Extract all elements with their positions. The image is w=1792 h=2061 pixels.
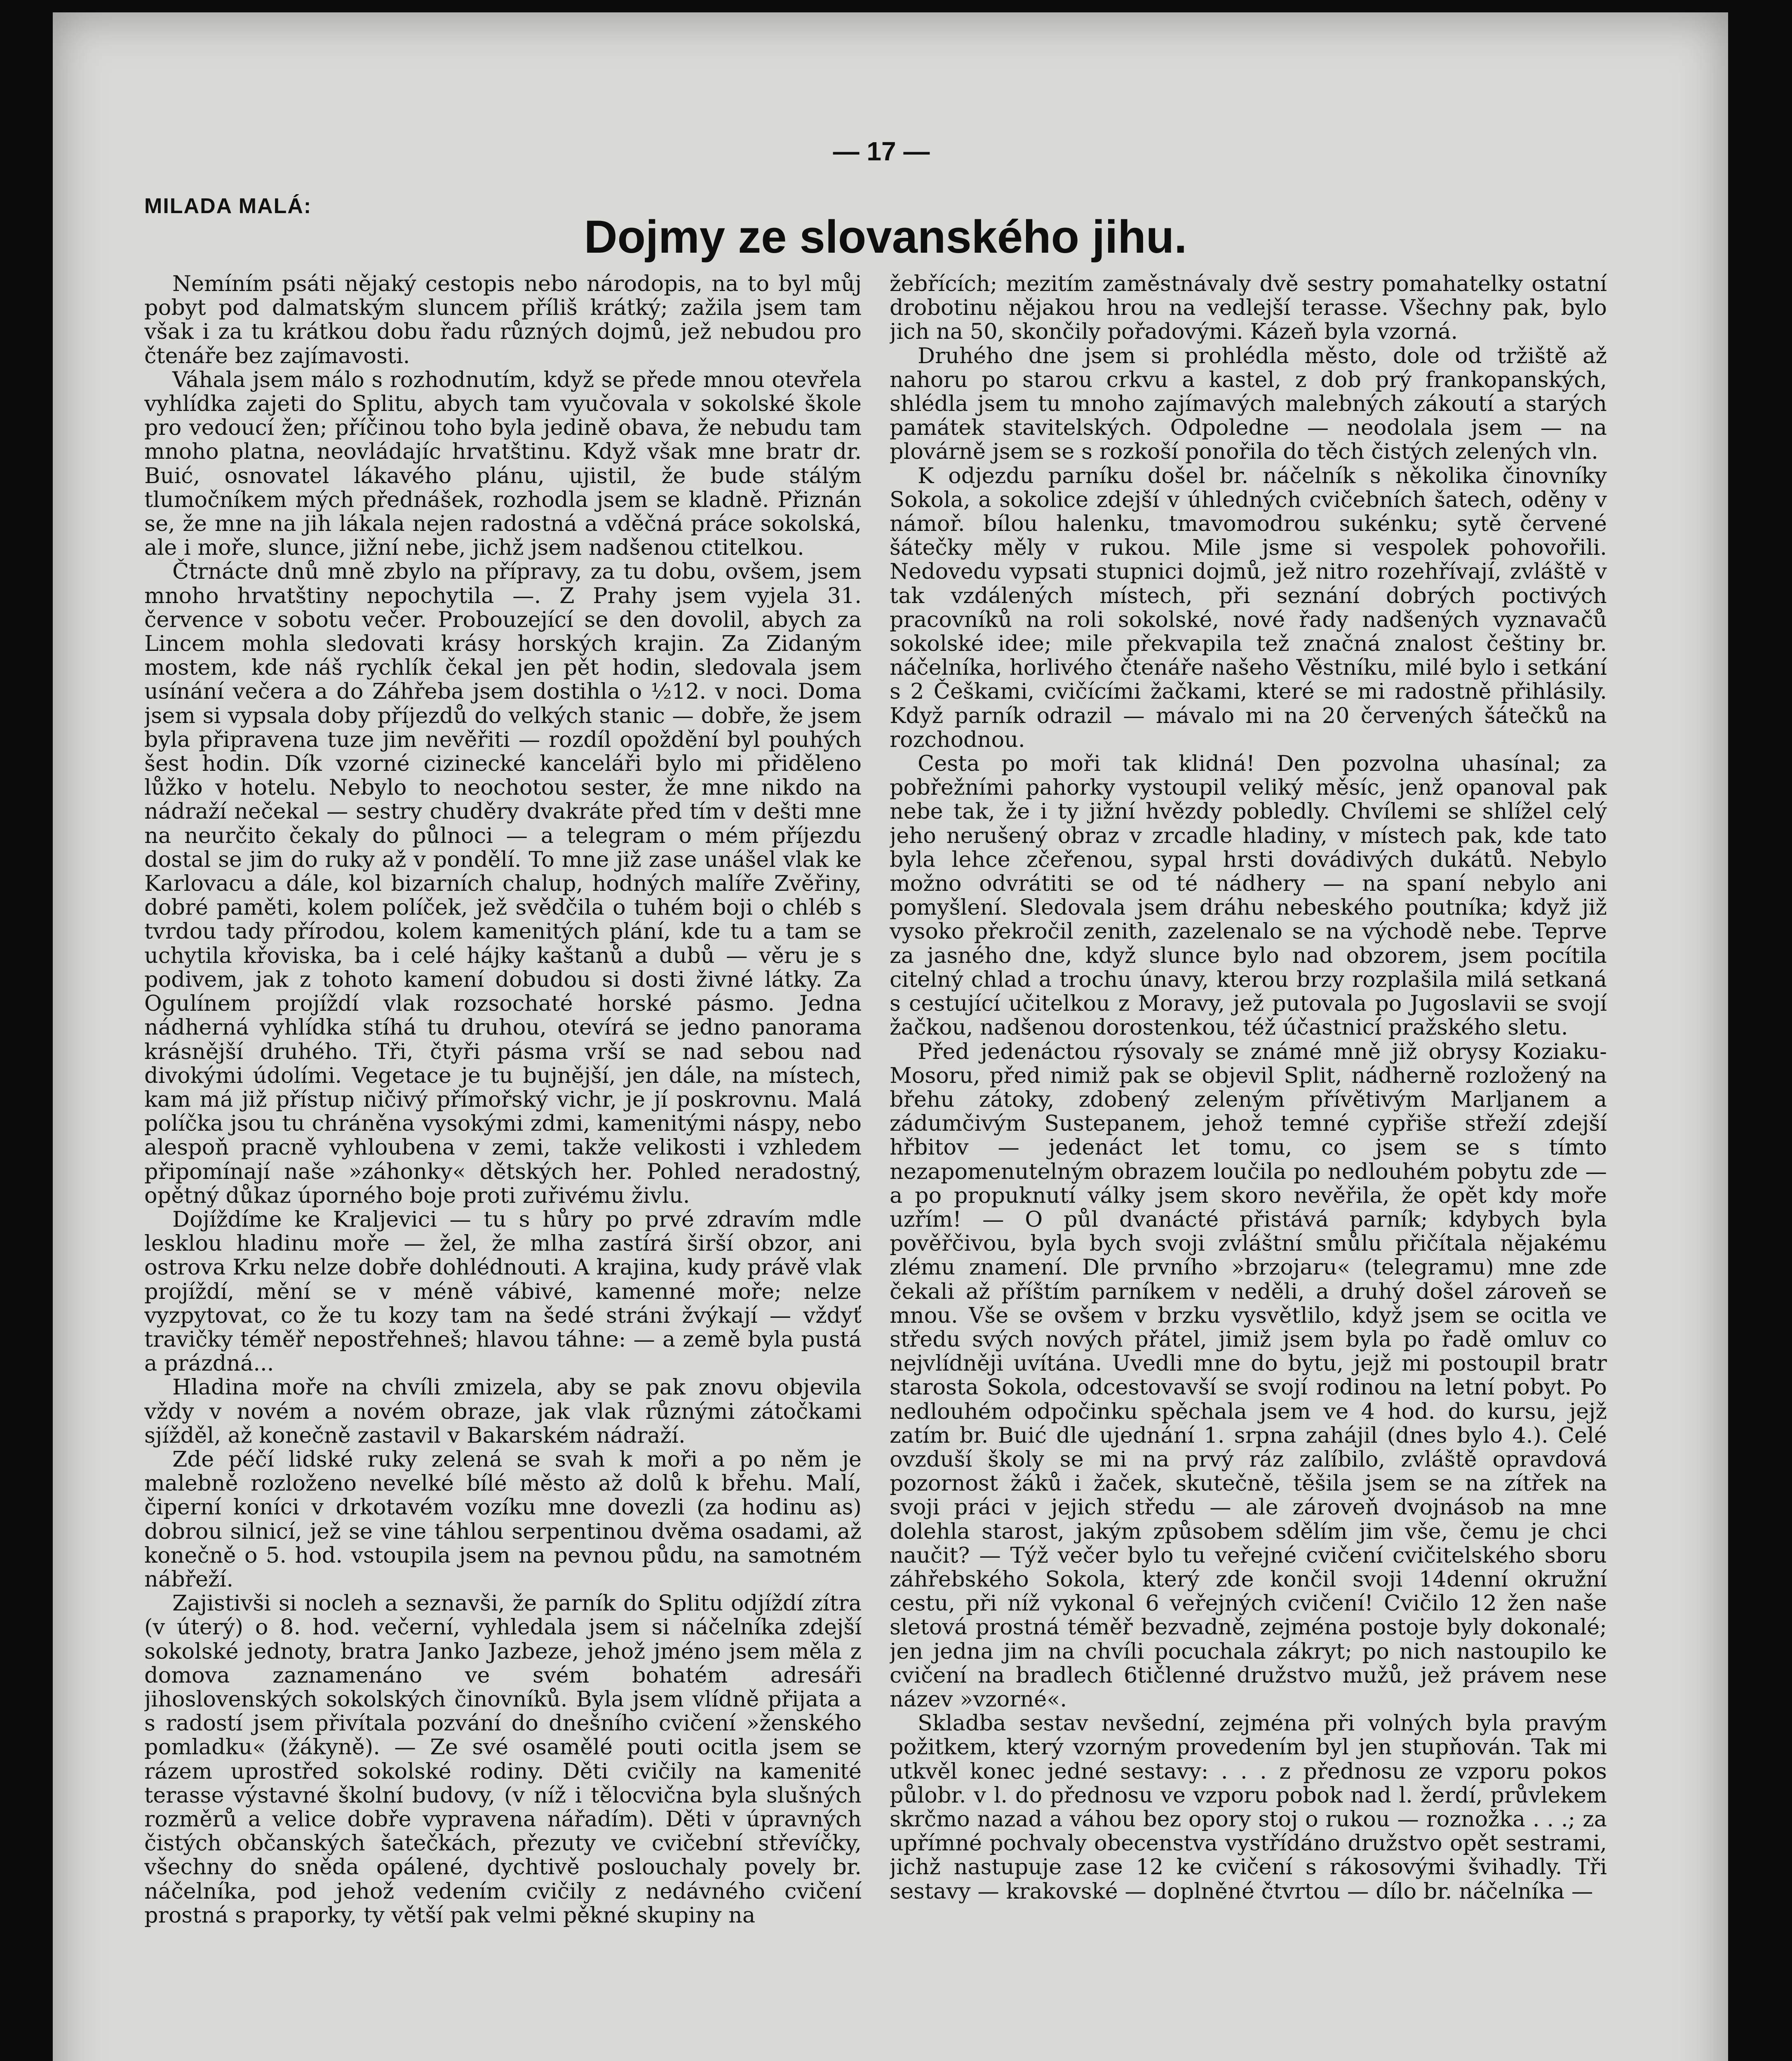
paragraph: Druhého dne jsem si prohlédla město, dole od tržiště až nahoru po starou crkvu a kastel, z dob prý frankopanských, shlédla jsem tu mnoho zajímavých malebných zákoutí a starých památek stavitelských. Odpoledne — neodolala jsem — na plovárně jsem se s rozkoší ponořila do těch čistých zelených vln. (890, 343, 1607, 465)
paragraph: Čtrnácte dnů mně zbylo na přípravy, za tu dobu, ovšem, jsem mnoho hrvatštiny nepochytila —. Z Prahy jsem vyjela 31. července v sobotu večer. Probouzející se den dovolil, abych za Lincem mohla sledovati krásy horských krajin. Za Zidaným mostem, kde náš rychlík čekal jen pět hodin, sledovala jsem usínání večera a do Záhřeba jsem dostihla o ½12. v noci. Doma jsem si vypsala doby příjezdů do velkých stanic — dobře, že jsem byla připravena tuze jim nevěřiti — rozdíl opoždění byl pouhých šest hodin. Dík vzorné cizinecké kanceláři bylo mi přiděleno lůžko v hotelu. Nebylo to neochotou sester, že mne nikdo na nádraží nečekal — sestry chuděry dvakráte před tím v dešti mne na neurčito čekaly do půlnoci — a telegram o mém příjezdu dostal se jim do ruky až v pondělí. To mne již zase unášel vlak ke Karlovacu a dále, kol bizarních chalup, hodných malíře Zvěřiny, dobré paměti, kolem políček, jež svědčila o tuhém boji o chléb s tvrdou tady přírodou, kolem kamenitých plání, kde tu a tam se uchytila křoviska, ba i celé hájky kaštanů a dubů — věru je s podivem, jak z tohoto kamení dobudou si dosti živné látky. Za Ogulínem projíždí vlak rozsochaté horské pásmo. Jedna nádherná vyhlídka stíhá tu druhou, otevírá se jedno panorama krásnější druhého. Tři, čtyři pásma vrší se nad sebou nad divokými údolími. Vegetace je tu bujnější, jen dále, na místech, kam má již přístup ničivý přímořský vichr, je jí poskrovnu. Malá políčka jsou tu chráněna vysokými zdmi, kamenitými náspy, nebo alespoň pracně vyhloubena v zemi, takže velikosti i vzhledem připomínají naše »záhonky« dětských her. Pohled neradostný, opětný důkaz úporného boje proti zuřivému živlu. (144, 559, 862, 1208)
right-column (890, 272, 1607, 2061)
paragraph: Nemíním psáti nějaký cestopis nebo národopis, na to byl můj pobyt pod dalmatským sluncem příliš krátký; zažila jsem tam však i za tu krátkou dobu řadu různých dojmů, jež nebudou pro čtenáře bez zajímavosti. (144, 272, 862, 369)
article-author: MILADA MALÁ: (144, 194, 312, 218)
paragraph: Před jedenáctou rýsovaly se známé mně již obrysy Koziaku-Mosoru, před nimiž pak se objevil Split, nádherně rozložený na břehu zátoky, zdobený zeleným přívětivým Marljanem a zádumčivým Sustepanem, jehož temné cypřiše střeží zdejší hřbitov — jedenáct let tomu, co jsem se s tímto nezapomenutelným obrazem loučila po nedlouhém pobytu zde — a po propuknutí války jsem skoro nevěřila, že opět kdy moře uzřím! — O půl dvanácté přistává parník; kdybych byla pověřčivou, byla bych svoji zvláštní smůlu přičítala nějakému zlému znamení. Dle prvního »brzojaru« (telegramu) mne zde čekali až příštím parníkem v neděli, a druhý došel zároveň se mnou. Vše se ovšem v brzku vysvětlilo, když jsem se ocitla ve středu svých nových přátel, jimiž jsem byla po řadě omluv co nejvlídněji uvítána. Uvedli mne do bytu, jejž mi postoupil bratr starosta Sokola, odcestovavší se svojí rodinou na letní pobyt. Po nedlouhém odpočinku spěchala jsem ve 4 hod. do kursu, jejž zatím br. Buić dle ujednání 1. srpna zahájil (dnes bylo 4.). Celé ovzduší školy se mi na prvý ráz zalíbilo, zvláště opravdová pozornost žáků i žaček, skutečně, těšila jsem se na zítřek na svoji práci v jejich středu — ale zároveň dvojnásob na mne dolehla starost, jakým způsobem sdělím jim vše, čemu je chci naučit? — Týž večer bylo tu veřejné cvičení cvičitelského sboru záhřebského Sokola, který zde končil svoji 14denní okružní cestu, při níž vykonal 6 veřejných cvičení! Cvičilo 12 žen naše sletová prostná téměř bezvadně, zejména postoje byly dokonalé; jen jedna jim na chvíli pocuchala zákryt; po nich nastoupilo ke cvičení na bradlech 6tičlenné družstvo mužů, jež právem nese název »vzorné«. (890, 1039, 1607, 1712)
paragraph: Dojíždíme ke Kraljevici — tu s hůry po prvé zdravím mdle lesklou hladinu moře — žel, že mlha zastírá širší obzor, ani ostrova Krku nelze dobře dohlédnouti. A krajina, kudy právě vlak projíždí, mění se v méně vábivé, kamenné moře; nelze vyzpytovat, co že tu kozy tam na šedé stráni žvýkají — vždyť travičky téměř nepostřehneš; hlavou táhne: — a země byla pustá a prázdná... (144, 1207, 862, 1376)
paragraph: Skladba sestav nevšední, zejména při volných byla pravým požitkem, který vzorným provedením byl jen stupňován. Tak mi utkvěl konec jedné sestavy: . . . z přednosu ze vzporu pokos půlobr. v l. do přednosu ve vzporu pobok nad l. žerdí, průvlekem skrčmo nazad a váhou bez opory stoj o rukou — roznožka . . .; za upřímné pochvaly obecenstva vystřídáno družstvo opět sestrami, jichž nastupuje zase 12 ke cvičení s rákosovými švihadly. Tři sestavy — krakovské — doplněné čtvrtou — dílo br. náčelníka — (890, 1711, 1607, 1904)
page-number: — 17 — (833, 136, 930, 166)
paragraph: K odjezdu parníku došel br. náčelník s několika činovníky Sokola, a sokolice zdejší v úhledných cvičebních šatech, oděny v námoř. bílou halenku, tmavomodrou sukénku; sytě červené šátečky měly v rukou. Mile jsme si vespolek pohovořili. Nedovedu vypsati stupnici dojmů, jež nitro rozehřívají, zvláště v tak vzdálených místech, při seznání dobrých poctivých pracovníků na roli sokolské, nové řady nadšených vyznavačů sokolské idee; mile překvapila tež značná znalost češtiny br. náčelníka, horlivého čtenáře našeho Věstníku, milé bylo i setkání s 2 Češkami, cvičícími žačkami, které se mi radostně přihlásily. Když parník odrazil — mávalo mi na 20 červených šátečků na rozchodnou. (890, 463, 1607, 752)
paragraph: Váhala jsem málo s rozhodnutím, když se přede mnou otevřela vyhlídka zajeti do Splitu, abych tam vyučovala v sokolské škole pro vedoucí žen; příčinou toho byla jedině obava, že nebudu tam mnoho platna, neovládajíc hrvatštinu. Když však mne bratr dr. Buić, osnovatel lákavého plánu, ujistil, že bude stálým tlumočníkem mých přednášek, rozhodla jsem se kladně. Přiznán se, že mne na jih lákala nejen radostná a vděčná práce sokolská, ale i moře, slunce, jižní nebe, jichž jsem nadšenou ctitelkou. (144, 367, 862, 561)
paragraph: Hladina moře na chvíli zmizela, aby se pak znovu objevila vždy v novém a novém obraze, jak vlak různými zátočkami sjížděl, až konečně zastavil v Bakarském nádraží. (144, 1375, 862, 1448)
article-title: Dojmy ze slovanského jihu. (584, 211, 1187, 263)
paragraph: Zajistivši si nocleh a seznavši, že parník do Splitu odjíždí zítra (v úterý) o 8. hod. večerní, vyhledala jsem si náčelníka zdejší sokolské jednoty, bratra Janko Jazbeze, jehož jméno jsem měla z domova zaznamenáno ve svém bohatém adresáři jihoslovenských sokolských činovníků. Byla jsem vlídně přijata a s radostí jsem přivítala pozvání do dnešního cvičení »ženského pomladku« (žákyně). — Ze své osamělé pouti ocitla jsem se rázem uprostřed sokolské rodiny. Děti cvičily na kamenité terasse výstavné školní budovy, (v níž i tělocvična byla slušných rozměrů a velice dobře vypravena nářadím). Děti v úpravných čistých občanských šatečkách, přezuty ve cvičební střevíčky, všechny do sněda opálené, dychtivě poslouchaly povely br. náčelníka, pod jehož vedením cvičily z nedávného cvičení prostná s praporky, ty větší pak velmi pěkné skupiny na (144, 1591, 862, 1928)
paragraph: Zde péčí lidské ruky zelená se svah k moři a po něm je malebně rozloženo nevelké bílé město až dolů k břehu. Malí, čiperní koníci v drkotavém vozíku mne dovezli (za hodinu as) dobrou silnicí, jež se vine táhlou serpentinou dvěma osadami, až konečně o 5. hod. vstoupila jsem na pevnou půdu, na samotném nábřeží. (144, 1446, 862, 1592)
paragraph: žebřících; mezitím zaměstnávaly dvě sestry pomahatelky ostatní drobotinu nějakou hrou na vedlejší terasse. Všechny pak, bylo jich na 50, skončily pořadovými. Kázeň byla vzorná. (890, 272, 1607, 345)
page (53, 12, 1728, 2061)
paragraph: Cesta po moři tak klidná! Den pozvolna uhasínal; za pobřežními pahorky vystoupil veliký měsíc, jenž opanoval pak nebe tak, že i ty jižní hvězdy pobledly. Chvílemi se shlížel celý jeho nerušený obraz v zrcadle hladiny, v místech pak, kde tato byla lehce zčeřenou, sypal hrsti dovádivých dukátů. Nebylo možno odvrátiti se od té nádhery — na spaní nebylo ani pomyšlení. Sledovala jsem dráhu nebeského poutníka; když již vysoko překročil zenith, zazelenalo se na východě nebe. Teprve za jasného dne, když slunce bylo nad obzorem, jsem pocítila citelný chlad a trochu únavy, kterou brzy rozplašila milá setkaná s cestující učitelkou z Moravy, jež putovala po Jugoslavii se svojí žačkou, nadšenou dorostenkou, též účastnicí pražského sletu. (890, 751, 1607, 1040)
left-column (144, 272, 862, 2061)
